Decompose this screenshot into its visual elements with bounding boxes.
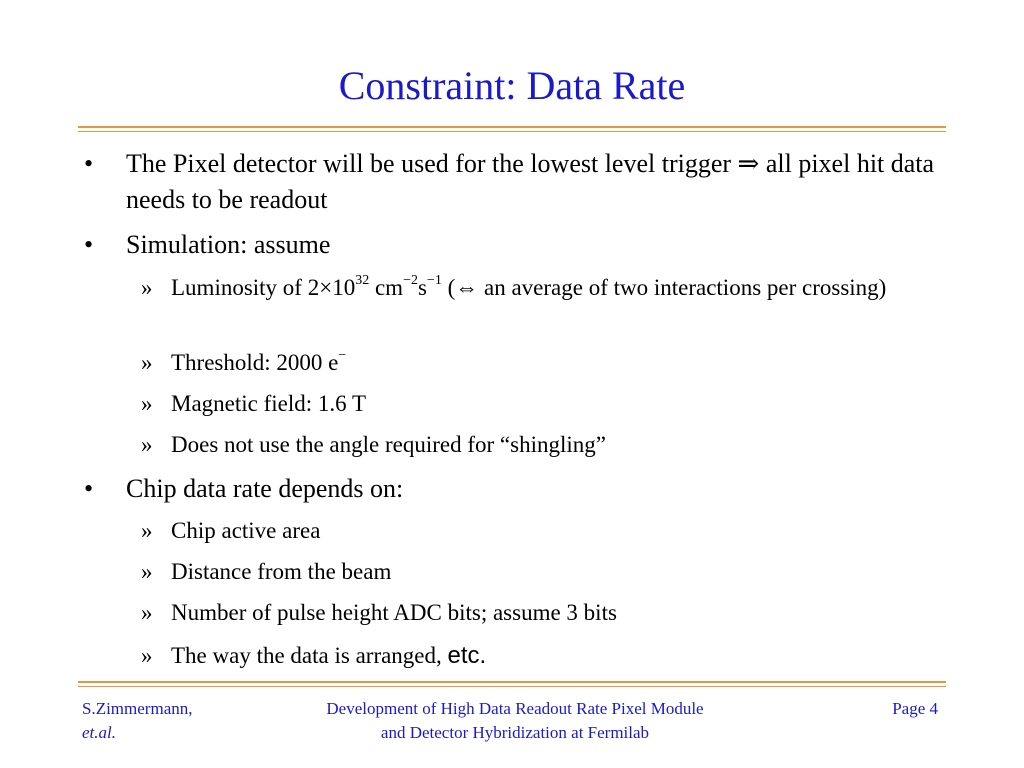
sub-bullet-distance — [141, 555, 921, 589]
sub-bullet-active-area — [141, 514, 921, 548]
implies-symbol: ⇒ — [737, 149, 760, 178]
sub-bullet-text: Does not use the angle required for “shingling” — [171, 432, 606, 457]
bottom-divider — [78, 681, 946, 683]
sub-bullet-marker: » — [141, 432, 153, 457]
sub-bullet-marker: » — [141, 643, 153, 668]
sub-bullet-text: The way the data is arranged, etc. — [171, 642, 487, 669]
sub-bullet-marker: » — [141, 275, 153, 300]
sub-bullet-threshold — [141, 346, 921, 380]
bullet-text: Simulation: assume — [126, 230, 331, 259]
bullet-item-chip-data-rate — [84, 471, 944, 507]
bullet-item-trigger — [84, 146, 944, 218]
sub-bullet-text: Threshold: 2000 e− — [171, 348, 347, 375]
bullet-item-simulation — [84, 227, 944, 263]
sub-bullet-shingling — [141, 428, 921, 462]
footer-presentation-title: Development of High Data Readout Rate Pixel Module and Detector Hybridization at Fermilab — [326, 699, 704, 742]
sub-bullet-arrangement — [141, 639, 921, 673]
sub-bullet-adc-bits — [141, 596, 921, 630]
sub-bullet-text: Magnetic field: 1.6 T — [171, 391, 367, 416]
sub-bullet-marker: » — [141, 518, 153, 543]
top-divider — [78, 126, 946, 128]
bullet-marker: • — [84, 474, 94, 503]
bullet-marker: • — [84, 230, 94, 259]
sub-bullet-text: Distance from the beam — [171, 559, 392, 584]
bullet-marker: • — [84, 149, 94, 178]
sub-bullet-marker: » — [141, 600, 153, 625]
sub-bullet-text: Luminosity of $2\times 10^{32}$ $cm^{-2}s^{-1}$ (⇔ an average of two interactions per crossing) — [171, 273, 887, 300]
sub-bullet-text: Chip active area — [171, 518, 321, 543]
sub-bullet-magnetic-field — [141, 387, 921, 421]
sub-bullet-luminosity — [141, 271, 921, 305]
sub-bullet-marker: » — [141, 559, 153, 584]
footer-author: S.Zimmermann, et.al. — [82, 699, 193, 742]
sub-bullet-text: Number of pulse height ADC bits; assume 3 bits — [171, 600, 617, 625]
sub-bullet-marker: » — [141, 350, 153, 375]
bullet-text: The Pixel detector will be used for the lowest level trigger ⇒ all pixel hit data needs to be readout — [126, 149, 935, 214]
sub-bullet-marker: » — [141, 391, 153, 416]
bullet-text: Chip data rate depends on: — [126, 474, 404, 503]
slide-title: Constraint: Data Rate — [338, 63, 686, 108]
footer-page-number: Page 4 — [892, 699, 938, 718]
